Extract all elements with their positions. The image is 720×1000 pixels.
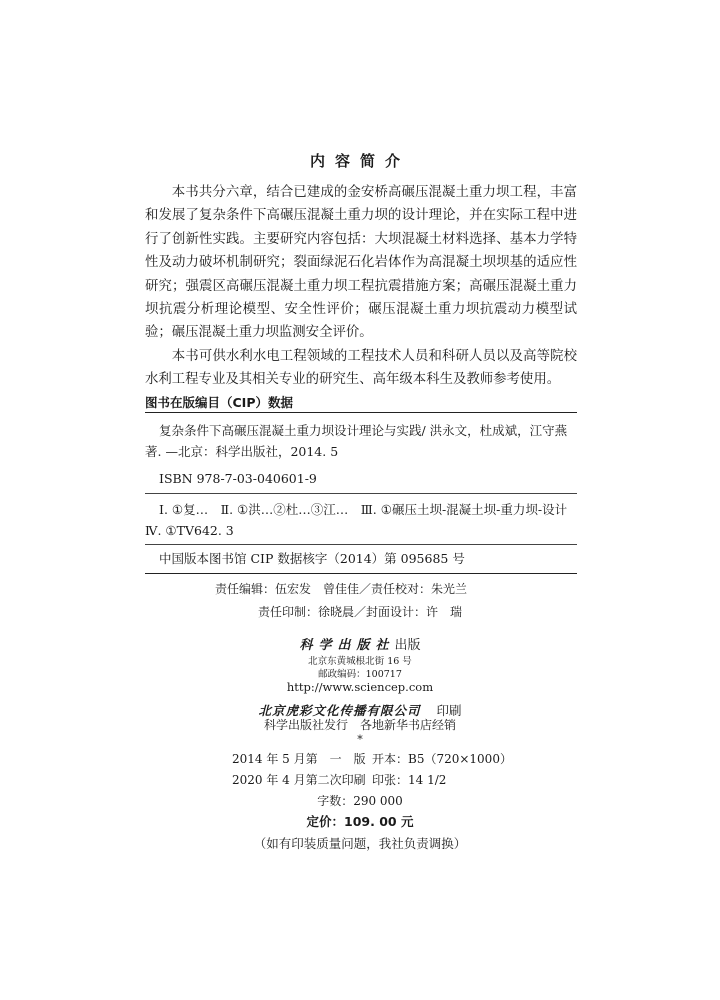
cip-heading: 图书在版编目（CIP）数据 [145,395,293,410]
quality-notice: （如有印装质量问题，我社负责调换） [253,836,467,851]
summary-title: 内容简介 [309,152,410,170]
cip-rule-1 [145,493,577,494]
summary-body [145,181,577,392]
printing-info: 2020 年 4 月第二次印刷 [232,773,366,787]
publisher-address: 北京东黄城根北街 16 号 [308,656,412,667]
cip-classification: Ⅰ. ①复… Ⅱ. ①洪…②杜…③江… Ⅲ. ①碾压土坝-混凝土坝-重力坝-设计 Ⅳ. ①TV642. 3 [145,502,580,538]
printer-suffix: 印刷 [436,703,462,718]
distribution-line: 科学出版社发行 各地新华书店经销 [263,718,456,732]
cip-bottom-rule [145,573,577,574]
publisher-name: 科学出版社 [299,638,395,653]
credits-editors: 责任编辑：伍宏发 曾佳佳／责任校对：朱光兰 [215,582,468,596]
cip-entry: 复杂条件下高碾压混凝土重力坝设计理论与实践/ 洪永文，杜成斌，江守燕著. —北京：科学出版社，2014. 5 [145,423,568,459]
summary-paragraph-2: 本书可供水利水电工程领域的工程技术人员和科研人员以及高等院校水利工程专业及其相关专业的研究生、高年级本科生及教师参考使用。 [145,348,577,388]
separator-mark: * [357,733,363,746]
publisher-url: http://www.sciencep.com [286,680,434,694]
price: 定价：109. 00 元 [306,814,414,829]
summary-paragraph-1: 本书共分六章，结合已建成的金安桥高碾压混凝土重力坝工程，丰富和发展了复杂条件下高碾压混凝土重力坝的设计理论，并在实际工程中进行了创新性实践。主要研究内容包括：大坝混凝土材料选择、基本力学特性及动力破坏机制研究；裂面绿泥石化岩体作为高混凝土坝坝基的适应性研究；强震区高碾压混凝土重力坝工程抗震措施方案；高碾压混凝土重力坝抗震分析理论模型、安全性评价；碾压混凝土重力坝抗震动力模型试验；碾压混凝土重力坝监测安全评价。 [145,185,577,341]
edition-info: 2014 年 5 月第 一 版 [232,752,366,766]
publisher-line [0,634,720,653]
sheets-info: 印张：14 1/2 [372,773,447,787]
word-count: 字数：290 000 [317,794,403,808]
format-info: 开本：B5（720×1000） [372,752,512,766]
publisher-postcode: 邮政编码：100717 [318,669,402,680]
cip-record: 中国版本图书馆 CIP 数据核字（2014）第 095685 号 [159,551,465,566]
cip-rule-2 [145,544,577,545]
printer-name: 北京虎彩文化传播有限公司 [258,703,421,718]
publisher-suffix: 出版 [394,638,421,653]
cip-isbn: ISBN 978-7-03-040601-9 [159,471,317,486]
credits-production: 责任印制：徐晓晨／封面设计：许 瑞 [258,605,463,619]
cip-top-rule [145,412,577,413]
